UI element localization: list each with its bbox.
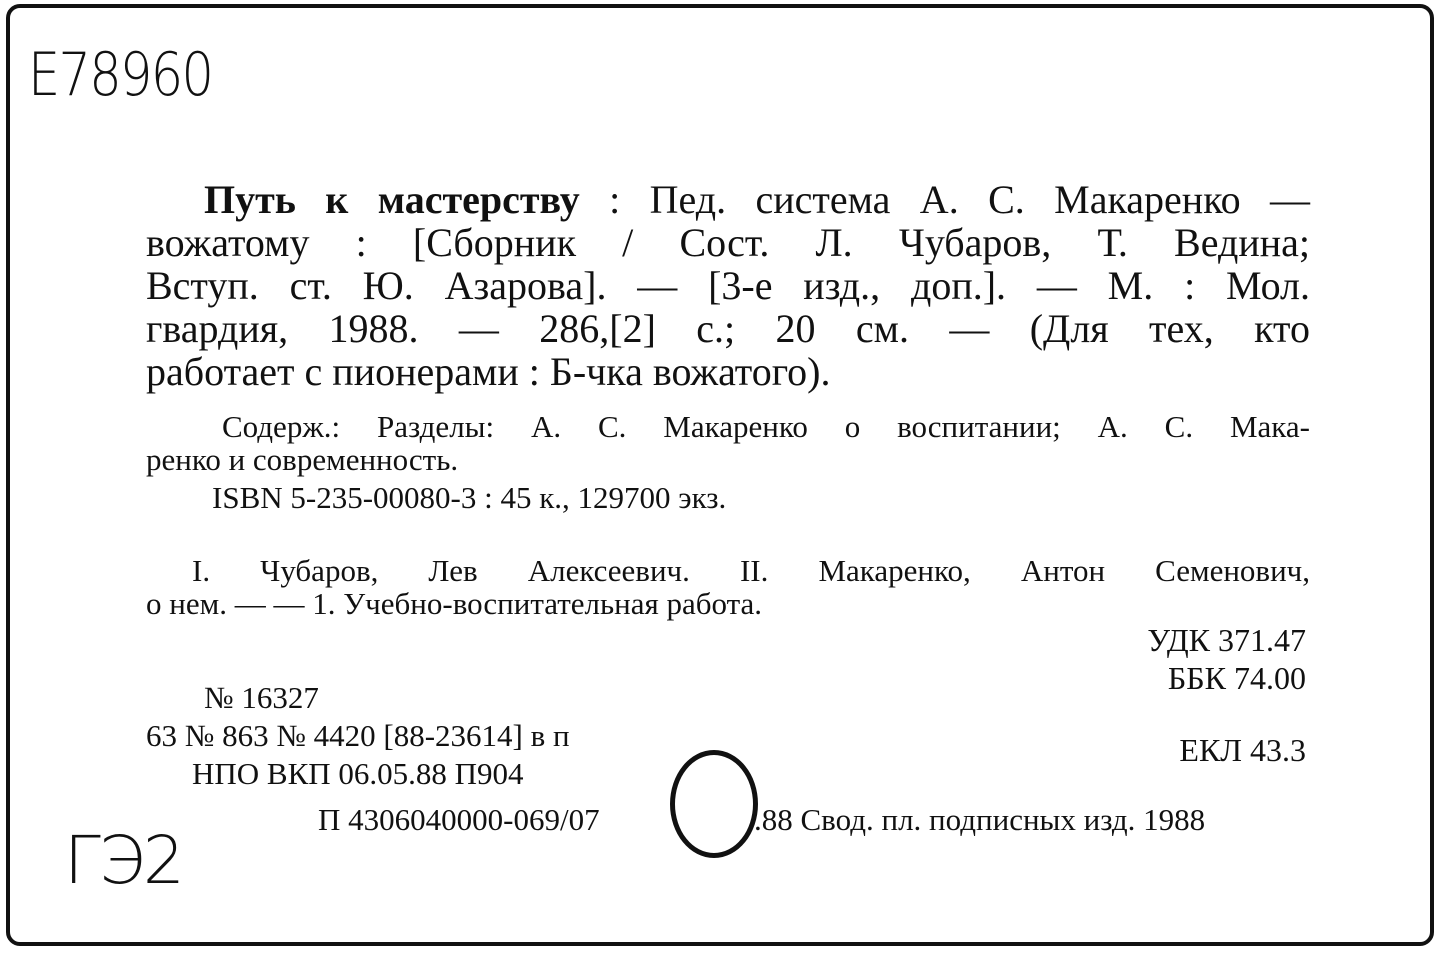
book-title: Путь к мастерству bbox=[204, 177, 580, 222]
contents-line-2: ренко и современность. bbox=[146, 442, 459, 477]
index-code: П 4306040000-069/07 bbox=[318, 802, 600, 837]
tracings bbox=[146, 554, 1310, 620]
description-line-5: работает с пионерами : Б-чка вожатого). bbox=[146, 349, 831, 394]
description-line-3: Вступ. ст. Ю. Азарова]. — [3-е изд., доп.]. — М. : Мол. bbox=[146, 263, 1310, 308]
tracings-line-2: о нем. — — 1. Учебно-воспитательная работа. bbox=[146, 586, 763, 621]
punch-hole bbox=[670, 750, 758, 858]
subscription-plan: .88 Свод. пл. подписных изд. 1988 bbox=[754, 802, 1206, 837]
contents-note bbox=[146, 410, 1310, 476]
inventory-number: Е78960 bbox=[28, 40, 213, 110]
order-line: 63 № 863 № 4420 [88-23614] в п bbox=[146, 718, 570, 753]
description-line-4: гвардия, 1988. — 286,[2] с.; 20 см. — (Для тех, кто bbox=[146, 306, 1310, 351]
description-line-2: вожатому : [Сборник / Сост. Л. Чубаров, Т. Ведина; bbox=[146, 220, 1310, 265]
bibliographic-description bbox=[146, 178, 1310, 393]
card-number: № 16327 bbox=[204, 680, 319, 715]
npo-line: НПО ВКП 06.05.88 П904 bbox=[192, 756, 524, 791]
bbk-code: ББК 74.00 bbox=[1167, 660, 1306, 696]
contents-line-1: Содерж.: Разделы: А. С. Макаренко о воспитании; А. С. Мака- bbox=[222, 409, 1310, 444]
isbn-line: ISBN 5-235-00080-3 : 45 к., 129700 экз. bbox=[212, 480, 727, 515]
udk-code: УДК 371.47 bbox=[1147, 622, 1306, 658]
ekl-code: ЕКЛ 43.3 bbox=[1179, 732, 1306, 768]
description-line-1: Путь к мастерству : Пед. система А. С. Макаренко — bbox=[204, 177, 1310, 222]
shelf-mark: ГЭ2 bbox=[64, 822, 183, 899]
tracings-line-1: I. Чубаров, Лев Алексеевич. II. Макаренко, Антон Семенович, bbox=[192, 553, 1310, 588]
